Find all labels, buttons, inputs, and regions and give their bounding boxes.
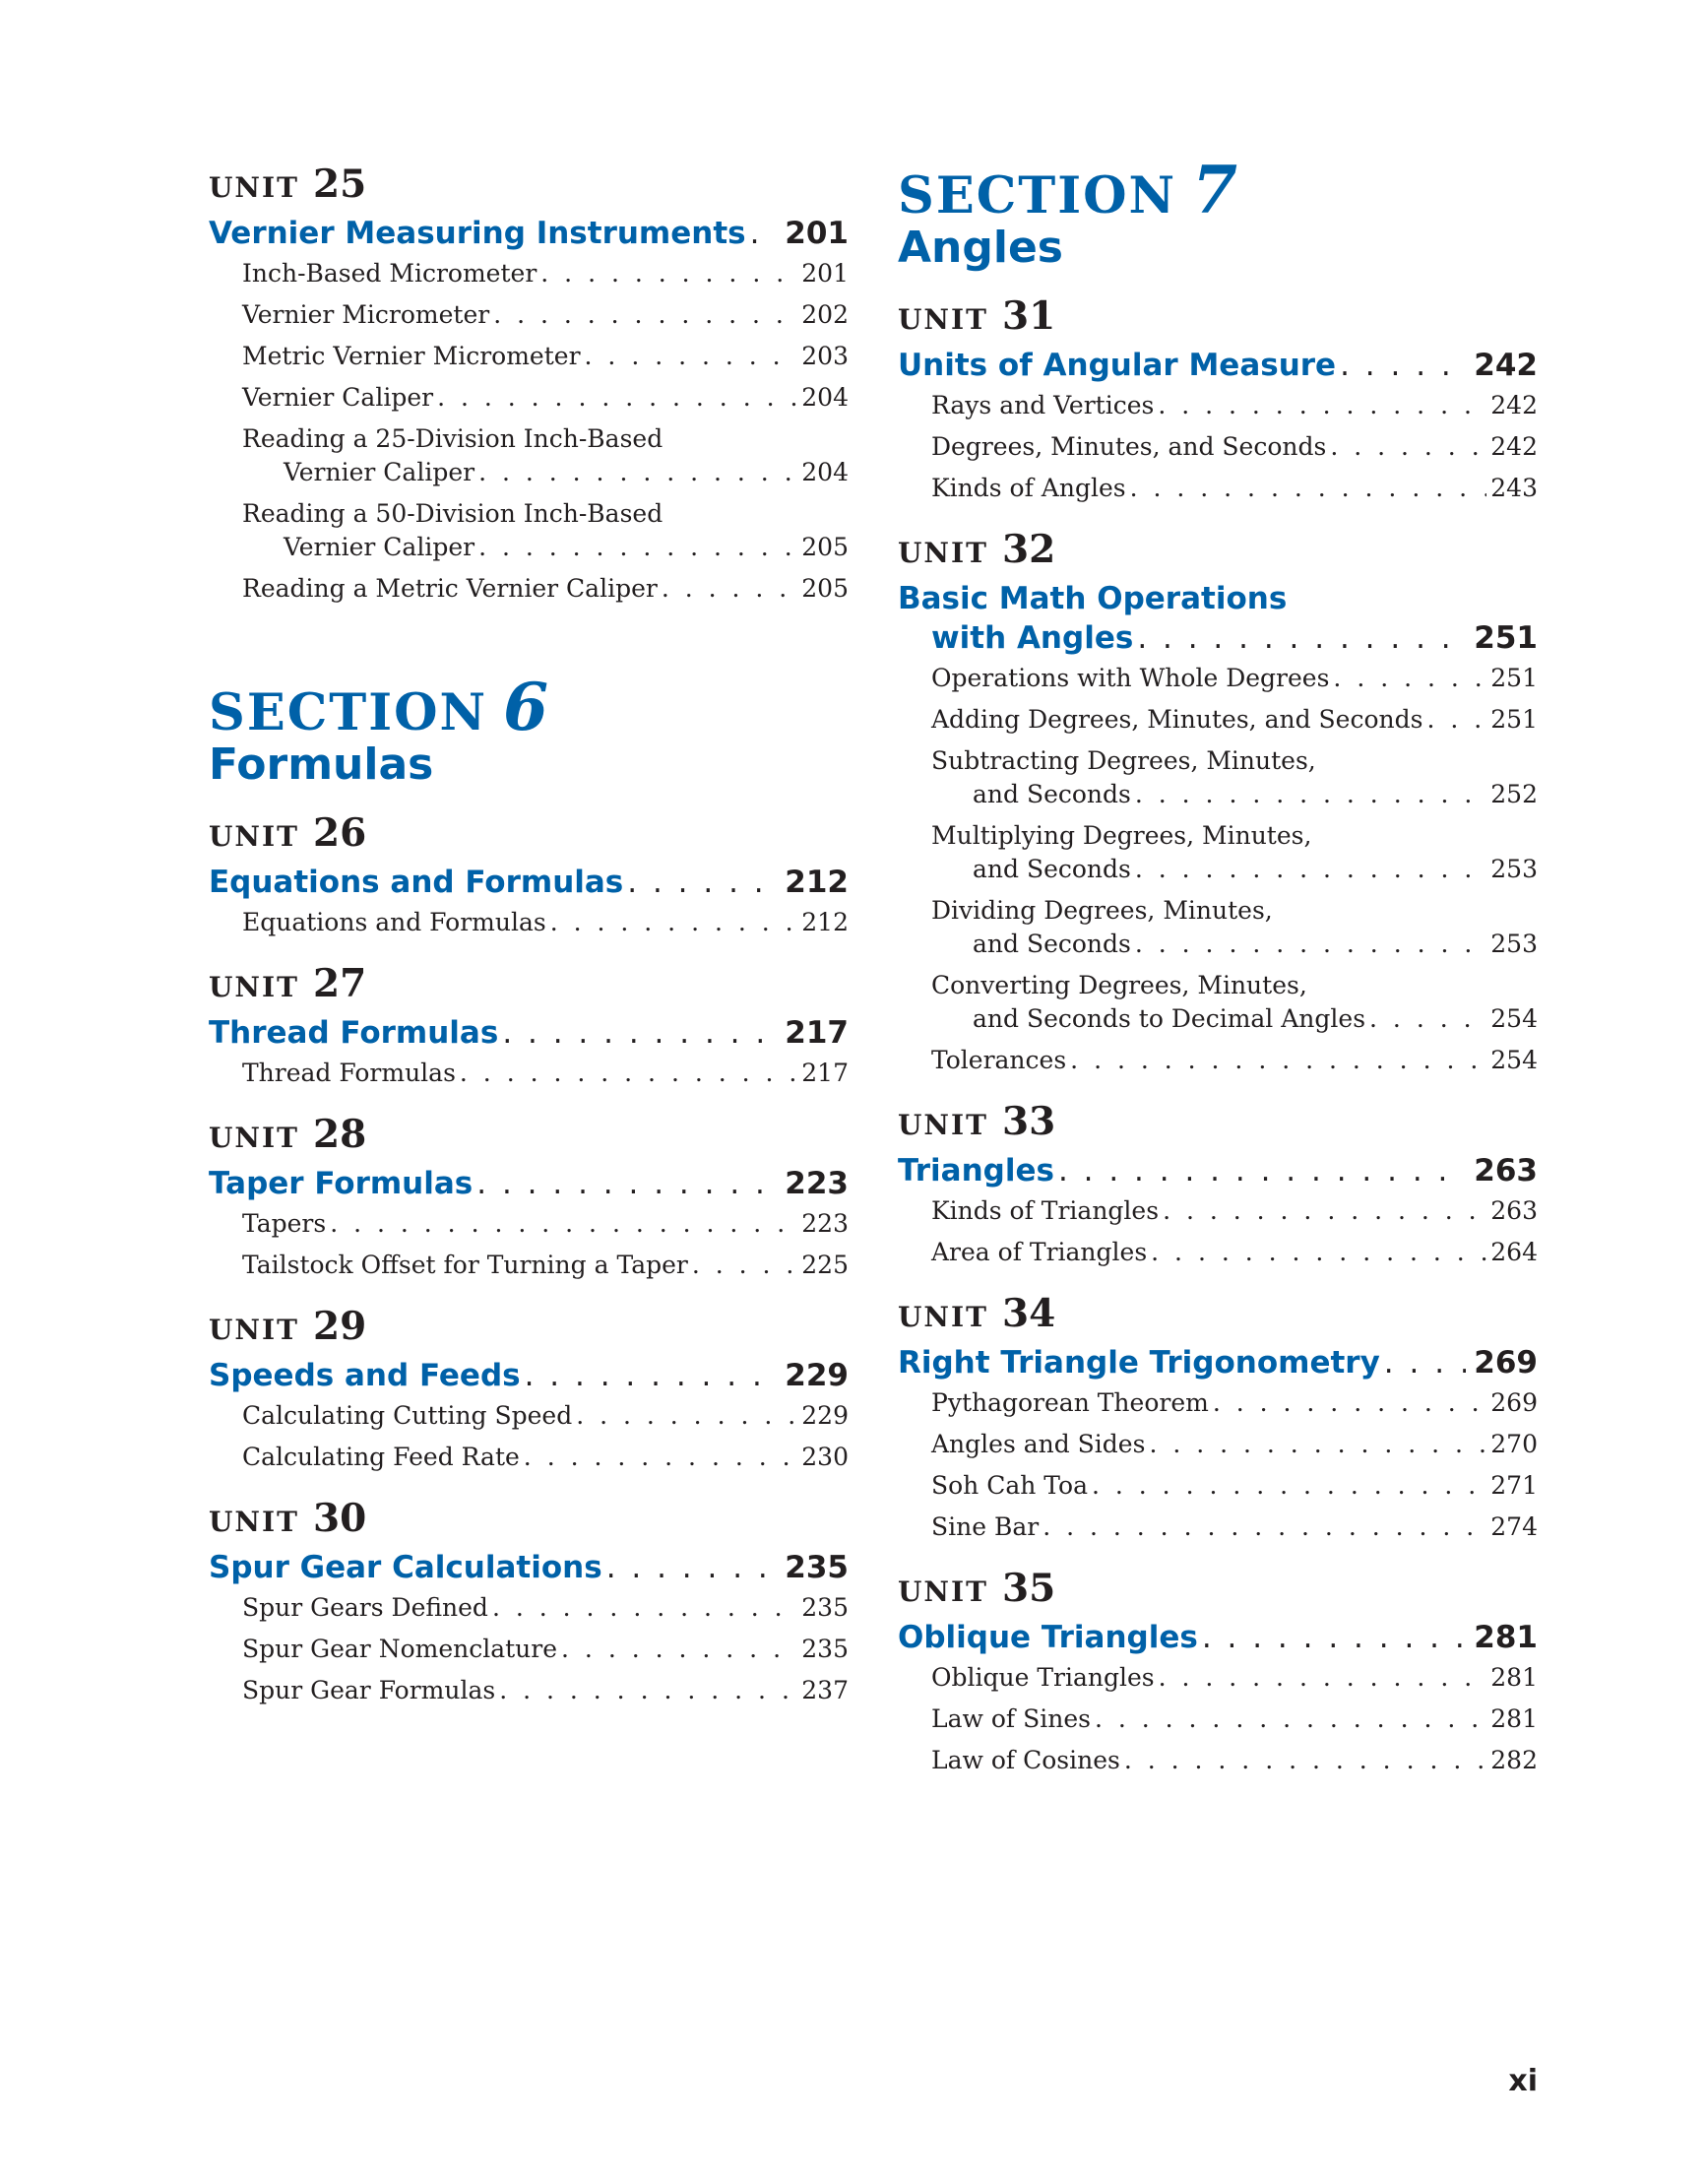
subtopic-title: Calculating Feed Rate [242, 1443, 520, 1472]
subtopic-list [209, 1591, 849, 1707]
unit-page-number: 251 [1474, 620, 1538, 657]
dot-leader [493, 298, 797, 332]
dot-leader [502, 1013, 777, 1053]
unit-heading [209, 1112, 849, 1158]
dot-leader [437, 381, 797, 415]
unit-label: UNIT [898, 1575, 988, 1609]
subtopic-title: and Seconds [973, 930, 1131, 959]
subtopic-entry[interactable] [898, 662, 1538, 695]
subtopic-page-number: 204 [801, 383, 849, 412]
unit-title: with Angles [931, 620, 1134, 657]
unit-title-entry[interactable] [898, 618, 1538, 658]
subtopic-page-number: 202 [801, 300, 849, 329]
subtopic-entry[interactable] [209, 497, 849, 564]
subtopic-list [209, 1057, 849, 1090]
dot-leader [606, 1548, 778, 1587]
dot-leader [1426, 703, 1486, 737]
subtopic-title: Reading a Metric Vernier Caliper [242, 574, 658, 603]
unit-label: UNIT [898, 1109, 988, 1142]
unit-title-entry[interactable] [209, 214, 849, 253]
subtopic-entry[interactable] [209, 1441, 849, 1474]
unit-heading [209, 1304, 849, 1350]
unit-31 [898, 293, 1538, 505]
subtopic-title: Vernier Caliper [284, 458, 475, 486]
unit-title: Right Triangle Trigonometry [898, 1345, 1380, 1381]
subtopic-title: Sine Bar [931, 1512, 1040, 1542]
unit-27 [209, 961, 849, 1090]
subtopic-page-number: 230 [801, 1443, 849, 1472]
subtopic-page-number: 281 [1490, 1663, 1538, 1693]
subtopic-page-number: 205 [801, 533, 849, 561]
unit-heading [898, 1566, 1538, 1612]
subtopic-list [209, 1399, 849, 1474]
subtopic-list [209, 1207, 849, 1282]
unit-number: 26 [312, 810, 367, 857]
subtopic-entry[interactable] [209, 1591, 849, 1625]
subtopic-title: Equations and Formulas [242, 908, 546, 937]
subtopic-list [898, 1386, 1538, 1544]
subtopic-entry[interactable] [898, 1428, 1538, 1461]
subtopic-entry[interactable] [898, 1510, 1538, 1544]
subtopic-title: Tolerances [931, 1046, 1067, 1075]
subtopic-page-number: 204 [801, 458, 849, 486]
unit-number: 30 [312, 1496, 367, 1542]
subtopic-title: Law of Sines [931, 1704, 1091, 1734]
subtopic-list [898, 1661, 1538, 1777]
dot-leader [550, 906, 798, 939]
subtopic-page-number: 223 [801, 1209, 849, 1239]
unit-34 [898, 1291, 1538, 1544]
subtopic-list [209, 906, 849, 939]
subtopic-entry[interactable] [898, 1702, 1538, 1736]
subtopic-page-number: 270 [1490, 1430, 1538, 1459]
subtopic-title: Tailstock Offset for Turning a Taper [242, 1251, 688, 1280]
subtopic-title: Law of Cosines [931, 1746, 1120, 1775]
unit-label: UNIT [209, 171, 299, 204]
subtopic-page-number: 281 [1490, 1704, 1538, 1734]
section-7 [898, 152, 1538, 273]
dot-leader [540, 257, 797, 290]
unit-page-number: 281 [1474, 1620, 1538, 1656]
subtopic-title: Calculating Cutting Speed [242, 1401, 573, 1431]
subtopic-entry[interactable] [209, 1674, 849, 1707]
unit-number: 32 [1001, 527, 1056, 573]
unit-29 [209, 1304, 849, 1474]
unit-label: UNIT [209, 1314, 299, 1347]
dot-leader [750, 214, 778, 253]
subtopic-page-number: 229 [801, 1401, 849, 1431]
dot-leader [1149, 1428, 1486, 1461]
subtopic-list [898, 1194, 1538, 1269]
subtopic-entry[interactable] [209, 1399, 849, 1433]
section-heading [209, 669, 849, 745]
unit-title-entry[interactable] [898, 346, 1538, 385]
unit-heading [209, 810, 849, 857]
unit-label: UNIT [898, 537, 988, 570]
subtopic-page-number: 264 [1490, 1238, 1538, 1267]
toc-right-column [898, 152, 1538, 1803]
section-number: 7 [1192, 152, 1238, 228]
dot-leader [1058, 1151, 1466, 1190]
subtopic-title-line1: Reading a 50-Division Inch-Based [242, 499, 663, 528]
subtopic-page-number: 254 [1490, 1004, 1538, 1034]
section-heading [898, 152, 1538, 228]
dot-leader [524, 1441, 797, 1474]
unit-label: UNIT [209, 1506, 299, 1539]
toc-left-column [209, 161, 849, 1733]
subtopic-title-line1: Subtracting Degrees, Minutes, [931, 746, 1316, 776]
unit-26 [209, 810, 849, 939]
dot-leader [460, 1057, 797, 1090]
dot-leader [1092, 1469, 1486, 1503]
subtopic-entry[interactable] [898, 1469, 1538, 1503]
dot-leader [1369, 1002, 1486, 1036]
dot-leader [1135, 928, 1486, 961]
section-6 [209, 669, 849, 790]
subtopic-entry[interactable] [898, 1194, 1538, 1228]
subtopic-page-number: 201 [801, 259, 849, 288]
subtopic-title: and Seconds [973, 855, 1131, 884]
subtopic-title: Spur Gear Nomenclature [242, 1635, 558, 1664]
subtopic-title-line1: Converting Degrees, Minutes, [931, 971, 1307, 1000]
unit-title-entry[interactable] [898, 1618, 1538, 1657]
unit-title-entry[interactable] [209, 1013, 849, 1053]
subtopic-entry[interactable] [898, 1386, 1538, 1420]
subtopic-entry[interactable] [898, 1044, 1538, 1077]
subtopic-title: Pythagorean Theorem [931, 1388, 1209, 1418]
unit-title: Oblique Triangles [898, 1620, 1198, 1656]
unit-heading [898, 527, 1538, 573]
dot-leader [561, 1633, 797, 1666]
dot-leader [576, 1399, 797, 1433]
subtopic-page-number: 263 [1490, 1196, 1538, 1226]
subtopic-entry[interactable] [898, 1236, 1538, 1269]
unit-heading [898, 1099, 1538, 1145]
subtopic-page-number: 225 [801, 1251, 849, 1280]
section-label: SECTION [209, 683, 488, 742]
subtopic-title: Soh Cah Toa [931, 1471, 1088, 1501]
unit-page-number: 242 [1474, 348, 1538, 384]
dot-leader [478, 456, 797, 489]
unit-32 [898, 527, 1538, 1077]
section-title: Formulas [209, 739, 434, 790]
subtopic-list [209, 257, 849, 606]
dot-leader [585, 340, 798, 373]
subtopic-entry[interactable] [209, 1057, 849, 1090]
subtopic-page-number: 251 [1490, 705, 1538, 735]
subtopic-title: Oblique Triangles [931, 1663, 1155, 1693]
subtopic-entry[interactable] [898, 894, 1538, 961]
subtopic-entry[interactable] [209, 906, 849, 939]
dot-leader [662, 572, 797, 606]
unit-label: UNIT [209, 820, 299, 854]
subtopic-title: Angles and Sides [931, 1430, 1146, 1459]
unit-label: UNIT [209, 971, 299, 1004]
unit-number: 27 [312, 961, 367, 1007]
dot-leader [1135, 853, 1486, 886]
unit-heading [898, 293, 1538, 340]
dot-leader [1043, 1510, 1486, 1544]
unit-label: UNIT [209, 1122, 299, 1155]
unit-page-number: 263 [1474, 1153, 1538, 1189]
dot-leader [1137, 618, 1466, 658]
subtopic-title-line1: Reading a 25-Division Inch-Based [242, 424, 663, 453]
unit-35 [898, 1566, 1538, 1777]
unit-title: Thread Formulas [209, 1015, 499, 1052]
unit-number: 33 [1001, 1099, 1056, 1145]
subtopic-page-number: 252 [1490, 780, 1538, 809]
unit-33 [898, 1099, 1538, 1269]
unit-title: Triangles [898, 1153, 1054, 1189]
dot-leader [476, 1164, 777, 1203]
subtopic-title-line1: Dividing Degrees, Minutes, [931, 896, 1273, 926]
subtopic-title: Vernier Caliper [284, 533, 475, 561]
subtopic-title: Vernier Caliper [242, 383, 434, 412]
subtopic-entry[interactable] [209, 1207, 849, 1241]
unit-number: 35 [1001, 1566, 1056, 1612]
subtopic-title: Tapers [242, 1209, 327, 1239]
subtopic-page-number: 242 [1490, 432, 1538, 462]
unit-page-number: 212 [785, 865, 849, 901]
dot-leader [499, 1674, 797, 1707]
unit-page-number: 229 [785, 1358, 849, 1394]
subtopic-title: Adding Degrees, Minutes, and Seconds [931, 705, 1423, 735]
unit-title-entry[interactable] [898, 1151, 1538, 1190]
subtopic-page-number: 205 [801, 574, 849, 603]
subtopic-entry[interactable] [209, 381, 849, 415]
subtopic-page-number: 217 [801, 1059, 849, 1088]
subtopic-page-number: 269 [1490, 1388, 1538, 1418]
subtopic-entry[interactable] [209, 422, 849, 489]
dot-leader [492, 1591, 797, 1625]
unit-number: 34 [1001, 1291, 1056, 1337]
subtopic-page-number: 235 [801, 1635, 849, 1664]
unit-page-number: 269 [1474, 1345, 1538, 1381]
unit-title-entry[interactable] [209, 1356, 849, 1395]
subtopic-page-number: 243 [1490, 474, 1538, 503]
unit-page-number: 201 [785, 216, 849, 251]
subtopic-list [898, 389, 1538, 505]
subtopic-title: Spur Gears Defined [242, 1593, 488, 1623]
unit-label: UNIT [898, 303, 988, 337]
unit-page-number: 223 [785, 1166, 849, 1202]
dot-leader [1095, 1702, 1486, 1736]
unit-page-number: 235 [785, 1550, 849, 1586]
subtopic-page-number: 237 [801, 1676, 849, 1705]
dot-leader [1130, 472, 1487, 505]
subtopic-title: and Seconds to Decimal Angles [973, 1004, 1366, 1034]
subtopic-entry[interactable] [898, 389, 1538, 422]
subtopic-title: Kinds of Triangles [931, 1196, 1160, 1226]
unit-title: Speeds and Feeds [209, 1358, 521, 1394]
unit-number: 31 [1001, 293, 1056, 340]
subtopic-entry[interactable] [209, 1249, 849, 1282]
subtopic-title: Inch-Based Micrometer [242, 259, 537, 288]
dot-leader [1163, 1194, 1486, 1228]
unit-title: Vernier Measuring Instruments [209, 216, 746, 251]
unit-number: 28 [312, 1112, 367, 1158]
unit-title-entry[interactable] [209, 1548, 849, 1587]
unit-title: Spur Gear Calculations [209, 1550, 602, 1586]
unit-28 [209, 1112, 849, 1282]
subtopic-page-number: 271 [1490, 1471, 1538, 1501]
unit-heading [209, 1496, 849, 1542]
unit-page-number: 217 [785, 1015, 849, 1052]
unit-heading [209, 961, 849, 1007]
subtopic-title-line1: Multiplying Degrees, Minutes, [931, 821, 1312, 851]
subtopic-entry[interactable] [898, 1744, 1538, 1777]
unit-title-entry[interactable] [209, 1164, 849, 1203]
subtopic-entry[interactable] [209, 298, 849, 332]
subtopic-entry[interactable] [209, 340, 849, 373]
subtopic-page-number: 254 [1490, 1046, 1538, 1075]
subtopic-page-number: 253 [1490, 855, 1538, 884]
dot-leader [1159, 1661, 1487, 1695]
subtopic-page-number: 251 [1490, 664, 1538, 693]
subtopic-entry[interactable] [898, 703, 1538, 737]
subtopic-entry[interactable] [898, 819, 1538, 886]
dot-leader [1333, 662, 1486, 695]
subtopic-title: Degrees, Minutes, and Seconds [931, 432, 1327, 462]
subtopic-title: Thread Formulas [242, 1059, 456, 1088]
subtopic-page-number: 282 [1490, 1746, 1538, 1775]
subtopic-entry[interactable] [898, 969, 1538, 1036]
dot-leader [525, 1356, 778, 1395]
subtopic-page-number: 212 [801, 908, 849, 937]
subtopic-title: Kinds of Angles [931, 474, 1126, 503]
dot-leader [692, 1249, 797, 1282]
dot-leader [478, 531, 797, 564]
dot-leader [1340, 346, 1466, 385]
subtopic-page-number: 235 [801, 1593, 849, 1623]
subtopic-title: Operations with Whole Degrees [931, 664, 1330, 693]
unit-heading [898, 1291, 1538, 1337]
dot-leader [330, 1207, 797, 1241]
dot-leader [1202, 1618, 1466, 1657]
unit-title-line1[interactable]: Basic Math Operations [898, 581, 1288, 617]
subtopic-title: Vernier Micrometer [242, 300, 490, 329]
subtopic-entry[interactable] [898, 472, 1538, 505]
subtopic-title: and Seconds [973, 780, 1131, 809]
section-number: 6 [503, 669, 549, 745]
subtopic-list [898, 662, 1538, 1077]
subtopic-title: Spur Gear Formulas [242, 1676, 496, 1705]
dot-leader [1070, 1044, 1486, 1077]
dot-leader [1124, 1744, 1486, 1777]
unit-30 [209, 1496, 849, 1707]
subtopic-entry[interactable] [898, 430, 1538, 464]
subtopic-page-number: 274 [1490, 1512, 1538, 1542]
subtopic-title: Rays and Vertices [931, 391, 1155, 420]
unit-title: Equations and Formulas [209, 865, 624, 901]
page-folio: xi [1508, 2064, 1538, 2098]
unit-title-entry[interactable] [209, 863, 849, 902]
unit-title: Units of Angular Measure [898, 348, 1337, 384]
dot-leader [1151, 1236, 1486, 1269]
subtopic-title: Area of Triangles [931, 1238, 1148, 1267]
unit-label: UNIT [898, 1301, 988, 1334]
subtopic-title: Metric Vernier Micrometer [242, 342, 581, 370]
dot-leader [627, 863, 777, 902]
section-title: Angles [898, 223, 1063, 273]
unit-title: Taper Formulas [209, 1166, 474, 1202]
unit-heading [209, 161, 849, 207]
dot-leader [1213, 1386, 1486, 1420]
dot-leader [1330, 430, 1486, 464]
unit-25 [209, 161, 849, 606]
subtopic-entry[interactable] [209, 1633, 849, 1666]
subtopic-page-number: 242 [1490, 391, 1538, 420]
dot-leader [1384, 1343, 1466, 1382]
subtopic-entry[interactable] [209, 572, 849, 606]
section-label: SECTION [898, 166, 1177, 225]
unit-title-entry[interactable] [898, 1343, 1538, 1382]
subtopic-entry[interactable] [209, 257, 849, 290]
dot-leader [1158, 389, 1486, 422]
dot-leader [1135, 778, 1486, 811]
subtopic-entry[interactable] [898, 744, 1538, 811]
subtopic-page-number: 253 [1490, 930, 1538, 959]
unit-number: 29 [312, 1304, 367, 1350]
subtopic-page-number: 203 [801, 342, 849, 370]
subtopic-entry[interactable] [898, 1661, 1538, 1695]
unit-number: 25 [312, 161, 367, 207]
